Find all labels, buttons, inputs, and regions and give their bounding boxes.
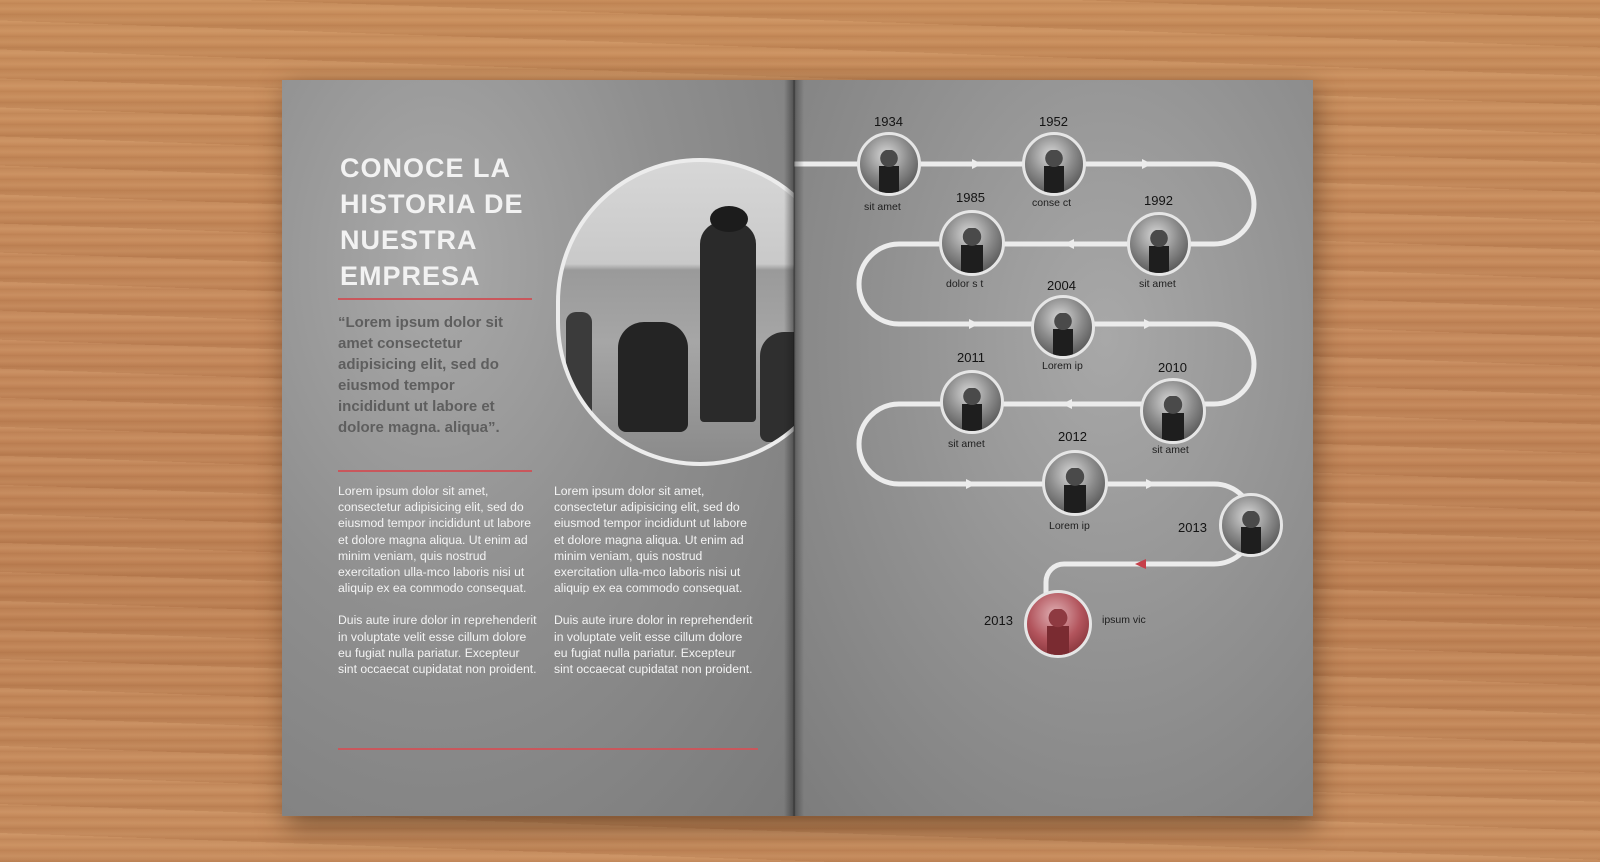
milestone-photo bbox=[939, 210, 1005, 276]
milestone-caption: sit amet bbox=[1152, 444, 1189, 456]
body-column-2 bbox=[554, 483, 754, 693]
milestone-year: 1952 bbox=[1039, 114, 1068, 129]
milestone-caption: conse ct bbox=[1032, 197, 1072, 209]
milestone-photo-highlight bbox=[1024, 590, 1092, 658]
brochure-left-page bbox=[282, 80, 794, 816]
milestone-photo bbox=[1127, 212, 1191, 276]
body-paragraph: Lorem ipsum dolor sit amet, consectetur adipisicing elit, sed do eiusmod tempor incididunt ut labore et dolore magna aliqua. Ut enim ad minim veniam, quis nostrud exercitation ulla-mco laboris nisi ut aliquip ex ea commodo consequat. bbox=[554, 484, 748, 596]
body-paragraph: Duis aute irure dolor in reprehenderit in voluptate velit esse cillum dolore eu fugiat nulla pariatur. Excepteur sint occaecat cupidatat non proident. bbox=[554, 613, 753, 677]
photo-figure-standing bbox=[700, 222, 756, 422]
title-line-3: NUESTRA bbox=[340, 225, 478, 255]
title-line-1: CONOCE LA bbox=[340, 153, 511, 183]
arrow-icon bbox=[1064, 239, 1074, 249]
quote-divider bbox=[338, 470, 532, 472]
milestone-year: 1985 bbox=[956, 190, 985, 205]
arrow-icon bbox=[1062, 399, 1072, 409]
bottom-divider bbox=[338, 748, 758, 750]
milestone-caption: Lorem ip bbox=[1042, 360, 1083, 372]
milestone-photo bbox=[1219, 493, 1283, 557]
milestone-year: 2004 bbox=[1047, 278, 1076, 293]
title-divider bbox=[338, 298, 532, 300]
milestone-year: 2013 bbox=[984, 613, 1013, 628]
arrow-icon bbox=[1146, 479, 1156, 489]
photo-figure-head bbox=[710, 206, 748, 232]
milestone-photo bbox=[1022, 132, 1086, 196]
milestone-photo bbox=[857, 132, 921, 196]
pull-quote: “Lorem ipsum dolor sit amet consectetur adipisicing elit, sed do eiusmod tempor incididunt ut labore et dolore magna. aliqua”. bbox=[338, 314, 504, 436]
body-paragraph: Duis aute irure dolor in reprehenderit in voluptate velit esse cillum dolore eu fugiat nulla pariatur. Excepteur sint occaecat cupidatat non proident. bbox=[338, 613, 537, 677]
title-line-4: EMPRESA bbox=[340, 261, 481, 291]
milestone-photo bbox=[1140, 378, 1206, 444]
milestone-caption: sit amet bbox=[864, 201, 901, 213]
arrow-icon bbox=[966, 479, 976, 489]
milestone-year: 2012 bbox=[1058, 429, 1087, 444]
brochure-spine bbox=[784, 80, 804, 816]
body-paragraph: Lorem ipsum dolor sit amet, consectetur adipisicing elit, sed do eiusmod tempor incididunt ut labore et dolore magna aliqua. Ut enim ad minim veniam, quis nostrud exercitation ulla-mco laboris nisi ut aliquip ex ea commodo consequat. bbox=[338, 484, 532, 596]
photo-figure-left bbox=[566, 312, 592, 422]
milestone-photo bbox=[940, 370, 1004, 434]
milestone-caption: sit amet bbox=[948, 438, 985, 450]
brochure-right-page bbox=[794, 80, 1313, 816]
milestone-caption: ipsum vic bbox=[1102, 614, 1146, 626]
body-column-1 bbox=[338, 483, 538, 693]
milestone-caption: sit amet bbox=[1139, 278, 1176, 290]
milestone-photo bbox=[1042, 450, 1108, 516]
arrow-icon bbox=[1142, 159, 1152, 169]
arrow-icon bbox=[969, 319, 979, 329]
arrow-icon bbox=[1144, 319, 1154, 329]
milestone-year: 1934 bbox=[874, 114, 903, 129]
red-arrow-icon bbox=[1135, 559, 1146, 569]
milestone-caption: dolor s t bbox=[946, 278, 984, 290]
milestone-year: 1992 bbox=[1144, 193, 1173, 208]
title-line-2: HISTORIA DE bbox=[340, 189, 524, 219]
milestone-caption: Lorem ip bbox=[1049, 520, 1090, 532]
milestone-photo bbox=[1031, 295, 1095, 359]
milestone-year: 2010 bbox=[1158, 360, 1187, 375]
page-title bbox=[340, 150, 570, 294]
historic-photo bbox=[556, 158, 794, 466]
milestone-year: 2011 bbox=[957, 350, 985, 365]
arrow-icon bbox=[972, 159, 982, 169]
photo-figure-kneeling bbox=[618, 322, 688, 432]
milestone-year: 2013 bbox=[1178, 520, 1207, 535]
